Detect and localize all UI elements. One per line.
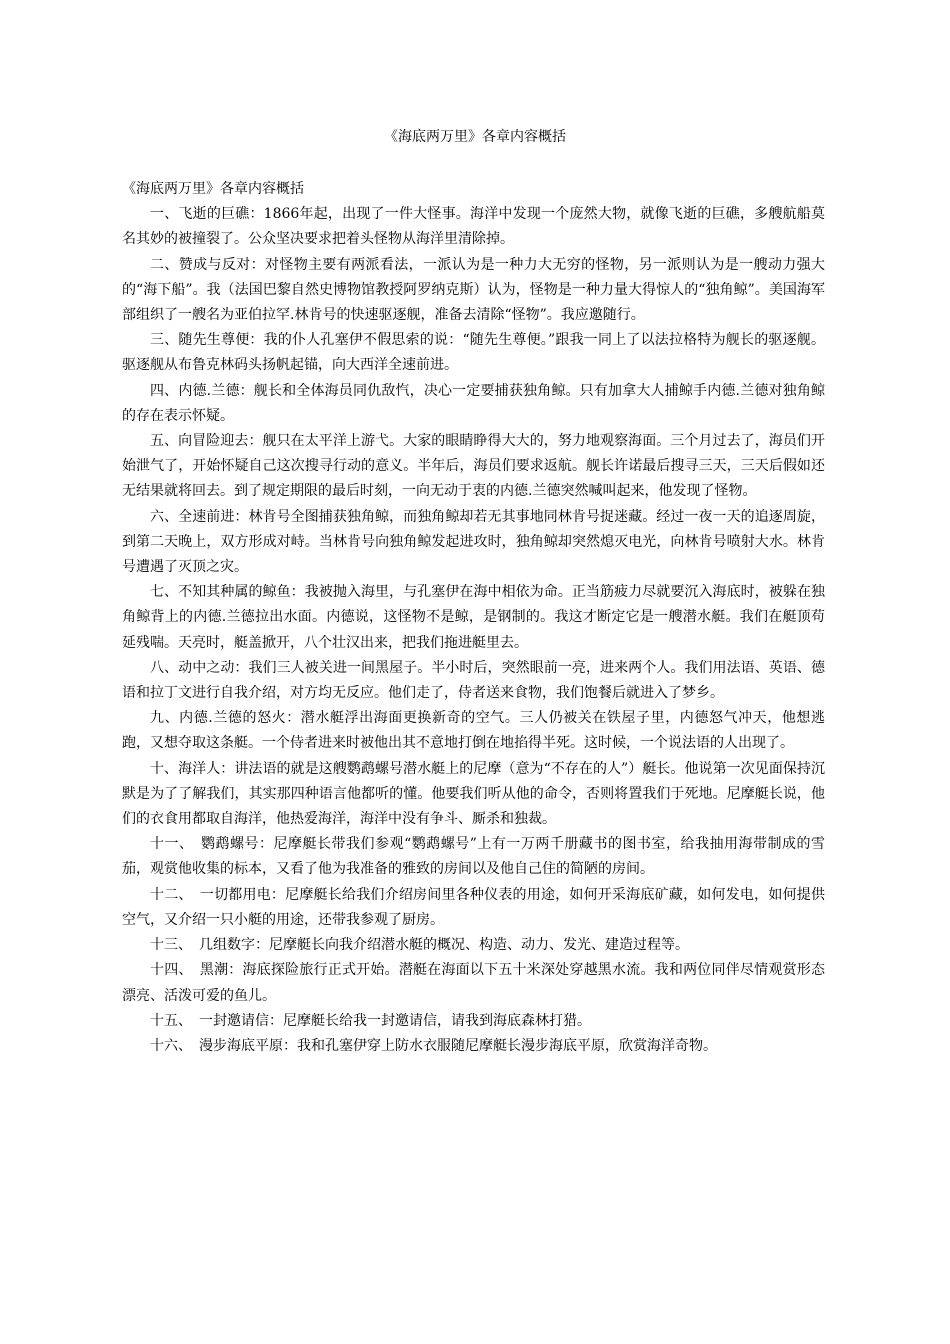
chapter-paragraph-16: 十六、 漫步海底平原：我和孔塞伊穿上防水衣服随尼摩艇长漫步海底平原，欣赏海洋奇物。: [150, 1037, 717, 1054]
document-subtitle: 《海底两万里》各章内容概括: [122, 181, 304, 197]
document-body: [122, 177, 825, 1059]
chapter-paragraph-13: 十三、 几组数字：尼摩艇长向我介绍潜水艇的概况、构造、动力、发光、建造过程等。: [150, 937, 689, 954]
chapter-paragraph-2: 二、赞成与反对：对怪物主要有两派看法，一派认为是一种力大无穷的怪物，另一派则认为是一艘动力强大的“海下船”。我（法国巴黎自然史博物馆教授阿罗纳克斯）认为，怪物是一种力量大得惊人的“独角鲸”。美国海军部组织了一艘名为亚伯拉罕.林肯号的快速驱逐舰，准备去清除“怪物”。我应邀随行。: [122, 256, 825, 324]
chapter-paragraph-3: 三、随先生尊便：我的仆人孔塞伊不假思索的说：“随先生尊便。”跟我一同上了以法拉格特为舰长的驱逐舰。驱逐舰从布鲁克林码头扬帆起锚，向大西洋全速前进。: [122, 332, 825, 374]
chapter-paragraph-1: 一、飞逝的巨礁：1866年起，出现了一件大怪事。海洋中发现一个庞然大物，就像飞逝的巨礁，多艘航船莫名其妙的被撞裂了。公众坚决要求把着头怪物从海洋里清除掉。: [122, 206, 825, 248]
chapter-paragraph-11: 十一、 鹦鹉螺号：尼摩艇长带我们参观“鹦鹉螺号”上有一万两千册藏书的图书室，给我抽用海带制成的雪茄，观赏他收集的标本，又看了他为我准备的雅致的房间以及他自己住的简陋的房间。: [122, 836, 825, 878]
chapter-paragraph-4: 四、内德.兰德：舰长和全体海员同仇敌忾，决心一定要捕获独角鲸。只有加拿大人捕鲸手内德.兰德对独角鲸的存在表示怀疑。: [122, 382, 825, 424]
chapter-paragraph-8: 八、动中之动：我们三人被关进一间黑屋子。半小时后，突然眼前一亮，进来两个人。我们用法语、英语、德语和拉丁文进行自我介绍，对方均无反应。他们走了，侍者送来食物，我们饱餐后就进入了梦乡。: [122, 659, 825, 702]
chapter-paragraph-7: 七、不知其种属的鲸鱼：我被抛入海里，与孔塞伊在海中相依为命。正当筋疲力尽就要沉入海底时，被躲在独角鲸背上的内德.兰德拉出水面。内德说，这怪物不是鲸，是钢制的。我这才断定它是一艘潜水艇。我们在艇顶苟延残喘。天亮时，艇盖掀开，八个壮汉出来，把我们拖进艇里去。: [122, 584, 825, 651]
chapter-paragraph-5: 五、向冒险迎去：舰只在太平洋上游弋。大家的眼睛睁得大大的，努力地观察海面。三个月过去了，海员们开始泄气了，开始怀疑自己这次搜寻行动的意义。半年后，海员们要求返航。舰长许诺最后搜寻三天，三天后假如还无结果就将回去。到了规定期限的最后时刻，一向无动于衷的内德.兰德突然喊叫起来，他发现了怪物。: [122, 433, 825, 500]
document-title: 《海底两万里》各章内容概括: [384, 129, 566, 145]
chapter-paragraph-10: 十、海洋人：讲法语的就是这艘鹦鹉螺号潜水艇上的尼摩（意为“不存在的人”）艇长。他说第一次见面保持沉默是为了了解我们，其实那四种语言他都听的懂。他要我们听从他的命令，否则将置我们于死地。尼摩艇长说，他们的衣食用都取自海洋，他热爱海洋，海洋中没有争斗、厮杀和独裁。: [122, 760, 825, 828]
chapter-paragraph-14: 十四、 黑潮：海底探险旅行正式开始。潜艇在海面以下五十米深处穿越黑水流。我和两位同伴尽情观赏形态漂亮、活泼可爱的鱼儿。: [122, 962, 825, 1004]
chapter-paragraph-9: 九、内德.兰德的怒火：潜水艇浮出海面更换新奇的空气。三人仍被关在铁屋子里，内德怒气冲天，他想逃跑，又想夺取这条艇。一个侍者进来时被他出其不意地打倒在地掐得半死。这时候，一个说法语的人出现了。: [122, 710, 825, 752]
chapter-paragraph-6: 六、全速前进：林肯号全图捕获独角鲸，而独角鲸却若无其事地同林肯号捉迷藏。经过一夜一天的追逐周旋，到第二天晚上，双方形成对峙。当林肯号向独角鲸发起进攻时，独角鲸却突然熄灭电光，向林肯号喷射大水。林肯号遭遇了灭顶之灾。: [122, 508, 825, 576]
chapter-paragraph-15: 十五、 一封邀请信：尼摩艇长给我一封邀请信，请我到海底森林打猎。: [150, 1012, 591, 1029]
chapter-paragraph-12: 十二、 一切都用电：尼摩艇长给我们介绍房间里各种仪表的用途，如何开采海底矿藏，如何发电，如何提供空气，又介绍一只小艇的用途，还带我参观了厨房。: [122, 886, 825, 928]
